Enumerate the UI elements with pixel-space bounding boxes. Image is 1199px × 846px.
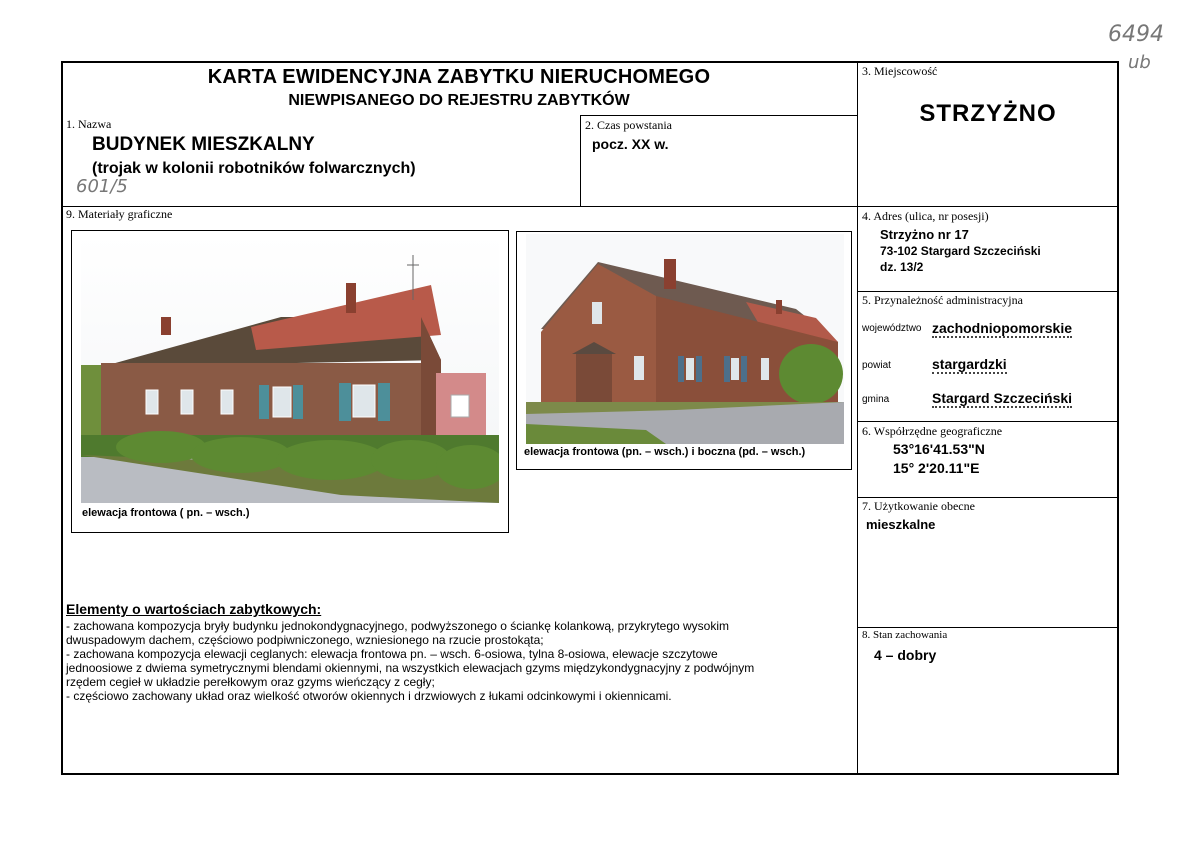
stan-label: 8. Stan zachowania: [862, 629, 948, 641]
nazwa-main: BUDYNEK MIESZKALNY: [92, 134, 315, 155]
elementy-heading: Elementy o wartościach zabytkowych:: [66, 601, 322, 617]
elementy-line: - zachowana kompozycja elewacji ceglanych: elewacja frontowa pn. – wsch. 6-osiowa, tylna 8-osiowa, elewacje szczytowe: [66, 647, 718, 661]
photo-front-caption: elewacja frontowa ( pn. – wsch.): [82, 507, 250, 519]
adres-line2: 73-102 Stargard Szczeciński: [880, 244, 1041, 258]
margin-note-number: 6494: [1108, 22, 1164, 47]
gmina-label: gmina: [862, 394, 890, 405]
miejscowosc-value: STRZYŻNO: [919, 100, 1057, 127]
photo-front-elevation: [81, 235, 499, 503]
uzytkowanie-value: mieszkalne: [866, 517, 936, 532]
powiat-label: powiat: [862, 360, 891, 371]
uzytkowanie-label: 7. Użytkowanie obecne: [862, 499, 975, 513]
adres-line3: dz. 13/2: [880, 260, 924, 274]
divider-title-bottom: [580, 115, 858, 116]
czas-label: 2. Czas powstania: [585, 118, 672, 132]
photo-side-caption: elewacja frontowa (pn. – wsch.) i boczna (pd. – wsch.): [524, 446, 806, 458]
materialy-label: 9. Materiały graficzne: [66, 207, 173, 221]
wojewodztwo-label: województwo: [862, 323, 922, 334]
nazwa-sub: (trojak w kolonii robotników folwarcznych): [92, 160, 416, 177]
nazwa-handwritten-note: 601/5: [76, 176, 128, 197]
gmina-value: Stargard Szczeciński: [932, 390, 1073, 406]
latitude-value: 53°16'41.53"N: [893, 441, 985, 457]
czas-value: pocz. XX w.: [592, 136, 669, 152]
przynaleznosc-label: 5. Przynależność administracyjna: [862, 293, 1023, 307]
divider-nazwa-czas: [580, 115, 581, 207]
elementy-text: [66, 619, 854, 703]
photo-side-elevation: [526, 234, 844, 444]
elementy-line: - zachowana kompozycja bryły budynku jednokondygnacyjnego, podwyższonego o ściankę kolankową, przykrytego wysokim: [66, 619, 730, 633]
miejscowosc-label: 3. Miejscowość: [862, 64, 938, 78]
elementy-line: - częściowo zachowany układ oraz wielkość otworów okiennych i drzwiowych z łukami odcinkowymi i okiennicami.: [66, 689, 672, 703]
divider-adres-bottom: [857, 291, 1119, 292]
longitude-value: 15° 2'20.11"E: [893, 460, 980, 476]
elementy-line: rzędem cegieł w układzie perełkowym oraz gzyms wieńczący z cegły;: [66, 675, 435, 689]
divider-right-column: [857, 61, 858, 775]
powiat-value: stargardzki: [932, 356, 1007, 372]
adres-line1: Strzyżno nr 17: [880, 227, 969, 242]
divider-header-bottom: [61, 206, 1119, 207]
divider-przynaleznosc-bottom: [857, 421, 1119, 422]
divider-wspolrzedne-bottom: [857, 497, 1119, 498]
adres-label: 4. Adres (ulica, nr posesji): [862, 209, 989, 223]
elementy-line: jednoosiowe z dwiema symetrycznymi blendami okiennymi, na wszystkich elewacjach gzyms międzykondygnacyjny z podwójnym: [66, 661, 755, 675]
margin-note-initials: ub: [1128, 52, 1151, 73]
wspolrzedne-label: 6. Współrzędne geograficzne: [862, 424, 1003, 438]
elementy-line: dwuspadowym dachem, częściowo podpiwniczonego, wzniesionego na rzucie prostokąta;: [66, 633, 544, 647]
divider-uzytkowanie-bottom: [857, 627, 1119, 628]
nazwa-label: 1. Nazwa: [66, 117, 112, 131]
stan-value: 4 – dobry: [874, 647, 937, 663]
wojewodztwo-value: zachodniopomorskie: [932, 320, 1073, 336]
card-subtitle: NIEWPISANEGO DO REJESTRU ZABYTKÓW: [288, 92, 630, 109]
card-title: KARTA EWIDENCYJNA ZABYTKU NIERUCHOMEGO: [207, 66, 711, 88]
